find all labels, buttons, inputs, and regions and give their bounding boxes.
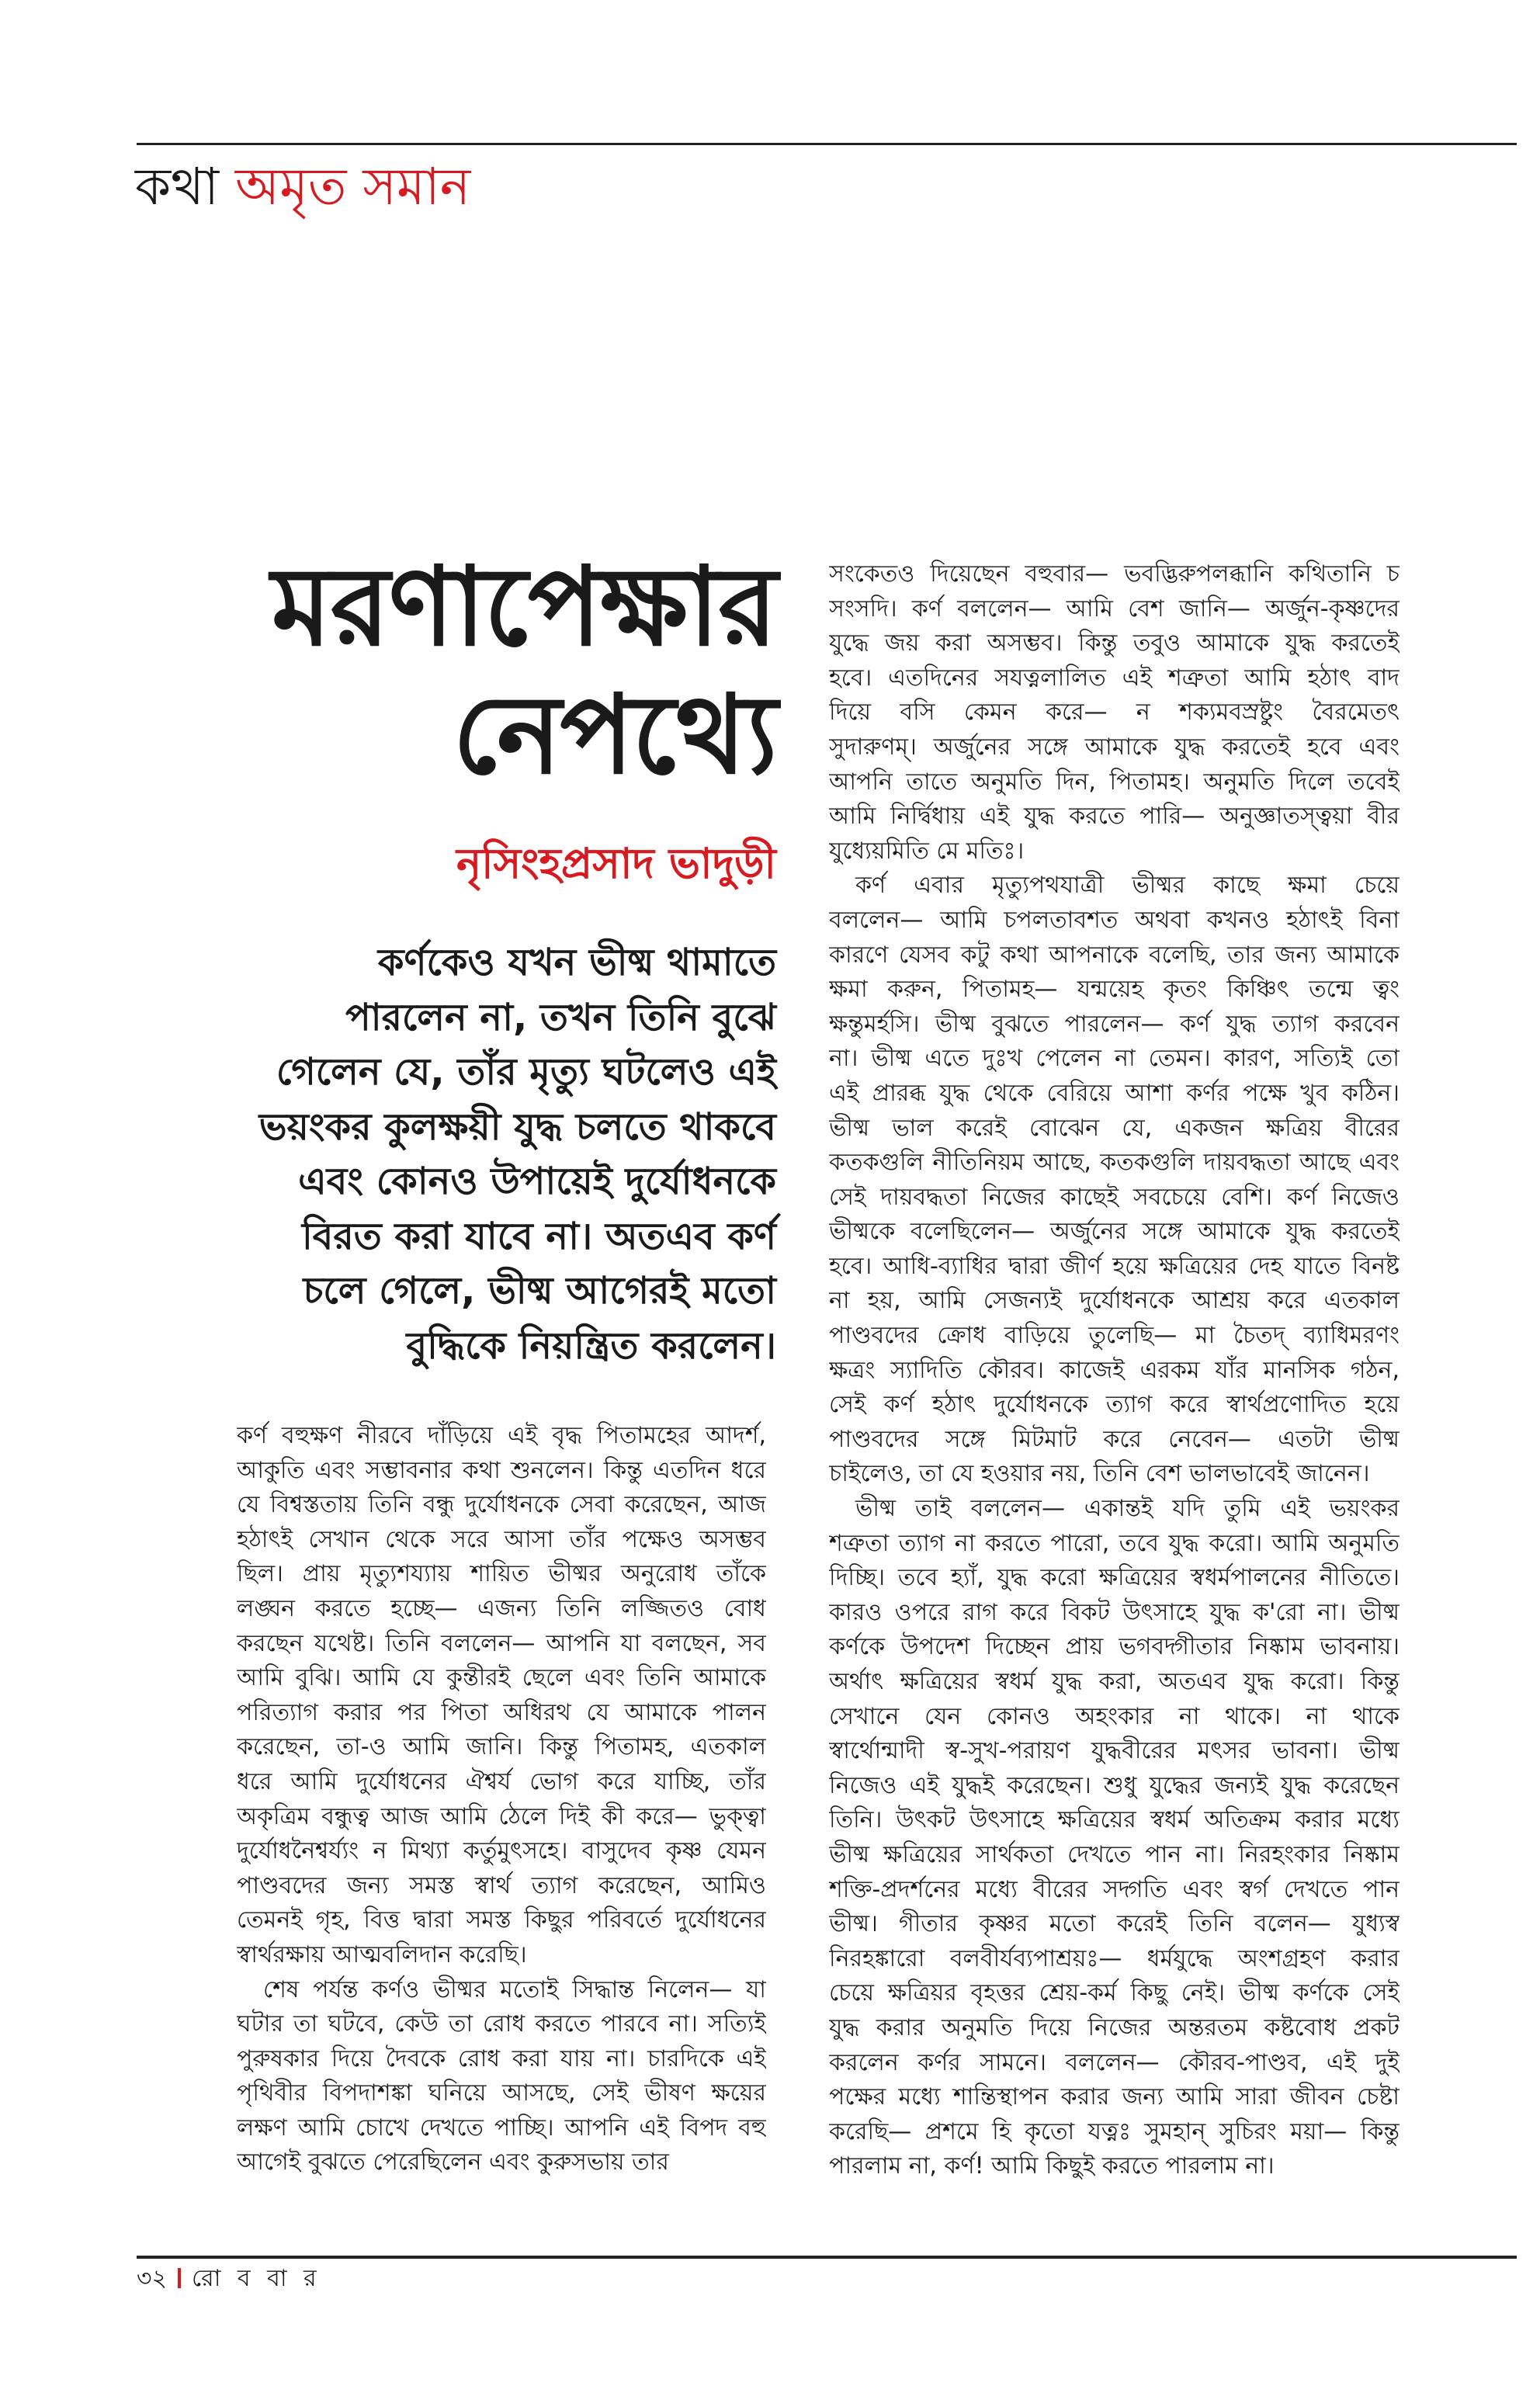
body-line: লঙ্ঘন করতে হচ্ছে— এজন্য তিনি লজ্জিতও বোধ xyxy=(237,1594,766,1622)
body-line: সংকেতও দিয়েছেন বহুবার— ভবদ্ভিরুপলব্ধানি কথিতানি চ xyxy=(829,560,1400,588)
pull-quote xyxy=(202,935,776,1373)
body-line: অর্থাৎ ক্ষত্রিয়ের স্বধর্ম যুদ্ধ করা, অতএব যুদ্ধ করো। কিন্তু xyxy=(829,1668,1400,1695)
body-line: কতকগুলি নীতিনিয়ম আছে, কতকগুলি দায়বদ্ধতা আছে এবং xyxy=(829,1149,1400,1177)
body-line: করলেন কর্ণর সামনে। বললেন— কৌরব-পাণ্ডব, এই দুই xyxy=(829,2048,1400,2076)
body-line: হবে। এতদিনের সযত্নলালিত এই শত্রুতা আমি হঠাৎ বাদ xyxy=(829,664,1400,692)
body-line: হঠাৎই সেখান থেকে সরে আসা তাঁর পক্ষেও অসম্ভব xyxy=(237,1525,766,1553)
body-line: ভীষ্মকে বলেছিলেন— অর্জুনের সঙ্গে আমাকে যুদ্ধ করতেই xyxy=(829,1218,1400,1246)
body-line: আকুতি এবং সম্ভাবনার কথা শুনলেন। কিন্তু এতদিন ধরে xyxy=(237,1456,766,1484)
pull-quote-line: কর্ণকেও যখন ভীষ্ম থামাতে xyxy=(377,941,776,984)
body-line: চাইলেও, তা যে হওয়ার নয়, তিনি বেশ ভালভাবেই জানেন। xyxy=(829,1460,1370,1488)
body-line: কারণে যেসব কটু কথা আপনাকে বলেছি, তার জন্য আমাকে xyxy=(829,941,1400,969)
body-line: যুধ্যেয়মিতি মে মতিঃ। xyxy=(829,837,1025,865)
body-line: ভীষ্ম তাই বললেন— একান্তই যদি তুমি এই ভয়ংকর xyxy=(855,1495,1400,1523)
body-line: আপনি তাতে অনুমতি দিন, পিতামহ। অনুমতি দিলে তবেই xyxy=(829,768,1400,796)
body-line: ধরে আমি দুর্যোধনের ঐশ্বর্য ভোগ করে যাচ্ছি, তাঁর xyxy=(237,1767,766,1795)
body-line: লক্ষণ আমি চোখে দেখতে পাচ্ছি। আপনি এই বিপদ বহু xyxy=(237,2114,766,2142)
body-line: সেখানে যেন কোনও অহংকার না থাকে। না থাকে xyxy=(829,1702,1400,1730)
footer-rule xyxy=(137,2256,1517,2259)
paragraph xyxy=(829,557,1400,869)
paragraph xyxy=(237,1973,766,2181)
body-line: দিয়ে বসি কেমন করে— ন শক্যমবস্রষ্টুং বৈরমেতৎ xyxy=(829,699,1400,727)
body-line: স্বার্থোন্মাদী স্ব-সুখ-পরায়ণ যুদ্ধবীরের মৎসর ভাবনা। ভীষ্ম xyxy=(829,1737,1400,1765)
body-line: নিরহঙ্কারো বলবীর্যব্যপাশ্রয়ঃ— ধর্মযুদ্ধে অংশগ্রহণ করার xyxy=(829,1944,1400,1972)
footer-divider xyxy=(178,2268,181,2288)
section-label-highlight: অমৃত সমান xyxy=(235,157,471,217)
body-line: ভীষ্ম ভাল করেই বোঝেন যে, একজন ক্ষত্রিয় বীরের xyxy=(829,1114,1400,1142)
body-line: যে বিশ্বস্ততায় তিনি বন্ধু দুর্যোধনকে সেবা করেছেন, আজ xyxy=(237,1491,766,1519)
body-column-right xyxy=(829,557,1400,2184)
body-line: করেছি— প্রশমে হি কৃতো যত্নঃ সুমহান্ সুচিরং ময়া— কিন্তু xyxy=(829,2117,1400,2145)
body-line: ক্ষত্রং স্যাদিতি কৌরব। কাজেই এরকম যাঁর মানসিক গঠন, xyxy=(829,1356,1400,1384)
body-line: ভীষ্ম। গীতার কৃষ্ণর মতো করেই তিনি বলেন— যুধ্যস্ব xyxy=(829,1910,1400,1938)
page-number: ৩২ xyxy=(137,2265,168,2292)
body-line: বললেন— আমি চপলতাবশত অথবা কখনও হঠাৎই বিনা xyxy=(829,906,1400,934)
pull-quote-line: এবং কোনও উপায়েই দুর্যোধনকে xyxy=(298,1160,776,1203)
body-line: ভীষ্ম ক্ষত্রিয়ের সার্থকতা দেখতে পান না। নিরহংকার নিষ্কাম xyxy=(829,1840,1400,1868)
body-line: পরিত্যাগ করার পর পিতা অধিরথ যে আমাকে পালন xyxy=(237,1698,766,1726)
header-rule xyxy=(137,143,1517,145)
page-footer xyxy=(137,2263,321,2294)
body-line: তিনি। উৎকট উৎসাহে ক্ষত্রিয়ের স্বধর্ম অতিক্রম করার মধ্যে xyxy=(829,1806,1400,1834)
body-line: পক্ষের মধ্যে শান্তিস্থাপন করার জন্য আমি সারা জীবন চেষ্টা xyxy=(829,2083,1400,2111)
body-line: তেমনই গৃহ, বিত্ত দ্বারা সমস্ত কিছুর পরিবর্তে দুর্যোধনের xyxy=(237,1906,766,1934)
body-line: ক্ষন্তুমর্হসি। ভীষ্ম বুঝতে পারলেন— কর্ণ যুদ্ধ ত্যাগ করবেন xyxy=(829,1010,1400,1038)
pull-quote-line: চলে গেলে, ভীষ্ম আগেরই মতো xyxy=(303,1269,776,1313)
paragraph xyxy=(829,869,1400,1492)
body-line: পাণ্ডবদের সঙ্গে মিটমাট করে নেবেন— এতটা ভীষ্ম xyxy=(829,1425,1400,1453)
section-header xyxy=(135,152,470,222)
body-line: পারলাম না, কর্ণ! আমি কিছুই করতে পারলাম না। xyxy=(829,2152,1275,2180)
body-line: পৃথিবীর বিপদাশঙ্কা ঘনিয়ে আসছে, সেই ভীষণ ক্ষয়ের xyxy=(237,2079,766,2107)
body-column-left xyxy=(237,1419,766,2180)
body-line: চেয়ে ক্ষত্রিয়র বৃহত্তর শ্রেয়-কর্ম কিছু নেই। ভীষ্ম কর্ণকে সেই xyxy=(829,1979,1400,2007)
pull-quote-line: পারলেন না, তখন তিনি বুঝে xyxy=(345,995,776,1039)
body-line: সেই দায়বদ্ধতা নিজের কাছেই সবচেয়ে বেশি। কর্ণ নিজেও xyxy=(829,1183,1400,1211)
body-line: সেই কর্ণ হঠাৎ দুর্যোধনকে ত্যাগ করে স্বার্থপ্রণোদিত হয়ে xyxy=(829,1391,1400,1419)
body-line: দুর্যোধনৈশ্বর্য্যং ন মিথ্যা কর্তুমুৎসহে। বাসুদেব কৃষ্ণ যেমন xyxy=(237,1837,766,1865)
body-line: না। ভীষ্ম এতে দুঃখ পেলেন না তেমন। কারণ, সত্যিই তো xyxy=(829,1045,1400,1073)
body-line: হবে। আধি-ব্যাধির দ্বারা জীর্ণ হয়ে ক্ষত্রিয়ের দেহ যাতে বিনষ্ট xyxy=(829,1252,1400,1280)
body-line: পাণ্ডবদের জন্য সমস্ত স্বার্থ ত্যাগ করেছেন, আমিও xyxy=(237,1871,766,1899)
body-line: যুদ্ধ করার অনুমতি দিয়ে নিজের অন্তরতম কষ্টবোধ প্রকট xyxy=(829,2013,1400,2041)
section-label: কথা xyxy=(135,157,220,217)
body-line: করছেন যথেষ্ট। তিনি বললেন— আপনি যা বলছেন, সব xyxy=(237,1629,766,1657)
body-line: এই প্রারব্ধ যুদ্ধ থেকে বেরিয়ে আশা কর্ণর পক্ষে খুব কঠিন। xyxy=(829,1079,1400,1107)
body-line: ক্ষমা করুন, পিতামহ— যন্ময়েহ কৃতং কিঞ্চিৎ তন্মে ত্বং xyxy=(829,976,1400,1004)
title-line: নেপথ্যে xyxy=(453,671,776,799)
pull-quote-line: গেলেন যে, তাঁর মৃত্যু ঘটলেও এই xyxy=(276,1050,776,1094)
magazine-name: রো ব বা র xyxy=(192,2265,321,2292)
paragraph xyxy=(237,1419,766,1973)
body-line: স্বার্থরক্ষায় আত্মবলিদান করেছি। xyxy=(237,1940,527,1968)
body-line: পাণ্ডবদের ক্রোধ বাড়িয়ে তুলেছি— মা চৈতদ্ ব্যাধিমরণং xyxy=(829,1322,1400,1350)
paragraph xyxy=(829,1492,1400,2184)
body-line: সুদারুণম্। অর্জুনের সঙ্গে আমাকে যুদ্ধ করতেই হবে এবং xyxy=(829,733,1400,761)
body-line: দিচ্ছি। তবে হ্যাঁ, যুদ্ধ করো ক্ষত্রিয়ের স্বধর্মপালনের নীতিতে। xyxy=(829,1564,1400,1592)
body-line: শত্রুতা ত্যাগ না করতে পারো, তবে যুদ্ধ করো। আমি অনুমতি xyxy=(829,1529,1400,1557)
pull-quote-line: বুদ্ধিকে নিয়ন্ত্রিত করলেন। xyxy=(406,1323,776,1368)
body-line: যুদ্ধে জয় করা অসম্ভব। কিন্তু তবুও আমাকে যুদ্ধ করতেই xyxy=(829,629,1400,657)
body-line: আগেই বুঝতে পেরেছিলেন এবং কুরুসভায় তার xyxy=(237,2148,669,2176)
body-line: ঘটার তা ঘটবে, কেউ তা রোধ করতে পারবে না। সত্যিই xyxy=(237,2010,766,2038)
title-line: মরণাপেক্ষার xyxy=(271,543,776,671)
body-line: কর্ণকে উপদেশ দিচ্ছেন প্রায় ভগবদ্গীতার নিষ্কাম ভাবনায়। xyxy=(829,1633,1400,1661)
body-line: কর্ণ বহুক্ষণ নীরবে দাঁড়িয়ে এই বৃদ্ধ পিতামহের আদর্শ, xyxy=(237,1422,766,1449)
body-line: নিজেও এই যুদ্ধই করেছেন। শুধু যুদ্ধের জন্যই যুদ্ধ করেছেন xyxy=(829,1771,1400,1799)
body-line: আমি নির্দ্বিধায় এই যুদ্ধ করতে পারি— অনুজ্ঞাতস্ত্বয়া বীর xyxy=(829,803,1400,831)
author-byline: নৃসিংহপ্রসাদ ভাদুড়ী xyxy=(456,839,776,888)
body-line: কর্ণ এবার মৃত্যুপথযাত্রী ভীষ্মর কাছে ক্ষমা চেয়ে xyxy=(855,872,1400,900)
body-line: কারও ওপরে রাগ করে বিকট উৎসাহে যুদ্ধ ক'রো না। ভীষ্ম xyxy=(829,1598,1400,1626)
body-line: শক্তি-প্রদর্শনের মধ্যে বীরের সদ্গতি এবং স্বর্গ দেখতে পান xyxy=(829,1875,1400,1903)
body-line: অকৃত্রিম বন্ধুত্ব আজ আমি ঠেলে দিই কী করে— ভুক্ত্বা xyxy=(237,1802,766,1830)
body-line: পুরুষকার দিয়ে দৈবকে রোধ করা যায় না। চারদিকে এই xyxy=(237,2044,766,2072)
body-line: করেছেন, তা-ও আমি জানি। কিন্তু পিতামহ, এতকাল xyxy=(237,1733,766,1761)
pull-quote-line: ভয়ংকর কুলক্ষয়ী যুদ্ধ চলতে থাকবে xyxy=(258,1105,776,1149)
body-line: ছিল। প্রায় মৃত্যুশয্যায় শায়িত ভীষ্মর অনুরোধ তাঁকে xyxy=(237,1560,766,1588)
article-title xyxy=(155,543,776,799)
body-line: না হয়, আমি সেজন্যই দুর্যোধনকে আশ্রয় করে এতকাল xyxy=(829,1287,1400,1315)
body-line: সংসদি। কর্ণ বললেন— আমি বেশ জানি— অর্জুন-কৃষ্ণদের xyxy=(829,595,1400,623)
body-line: আমি বুঝি। আমি যে কুন্তীরই ছেলে এবং তিনি আমাকে xyxy=(237,1664,766,1692)
pull-quote-line: বিরত করা যাবে না। অতএব কর্ণ xyxy=(301,1214,776,1258)
body-line: শেষ পর্যন্ত কর্ণও ভীষ্মর মতোই সিদ্ধান্ত নিলেন— যা xyxy=(263,1975,766,2003)
